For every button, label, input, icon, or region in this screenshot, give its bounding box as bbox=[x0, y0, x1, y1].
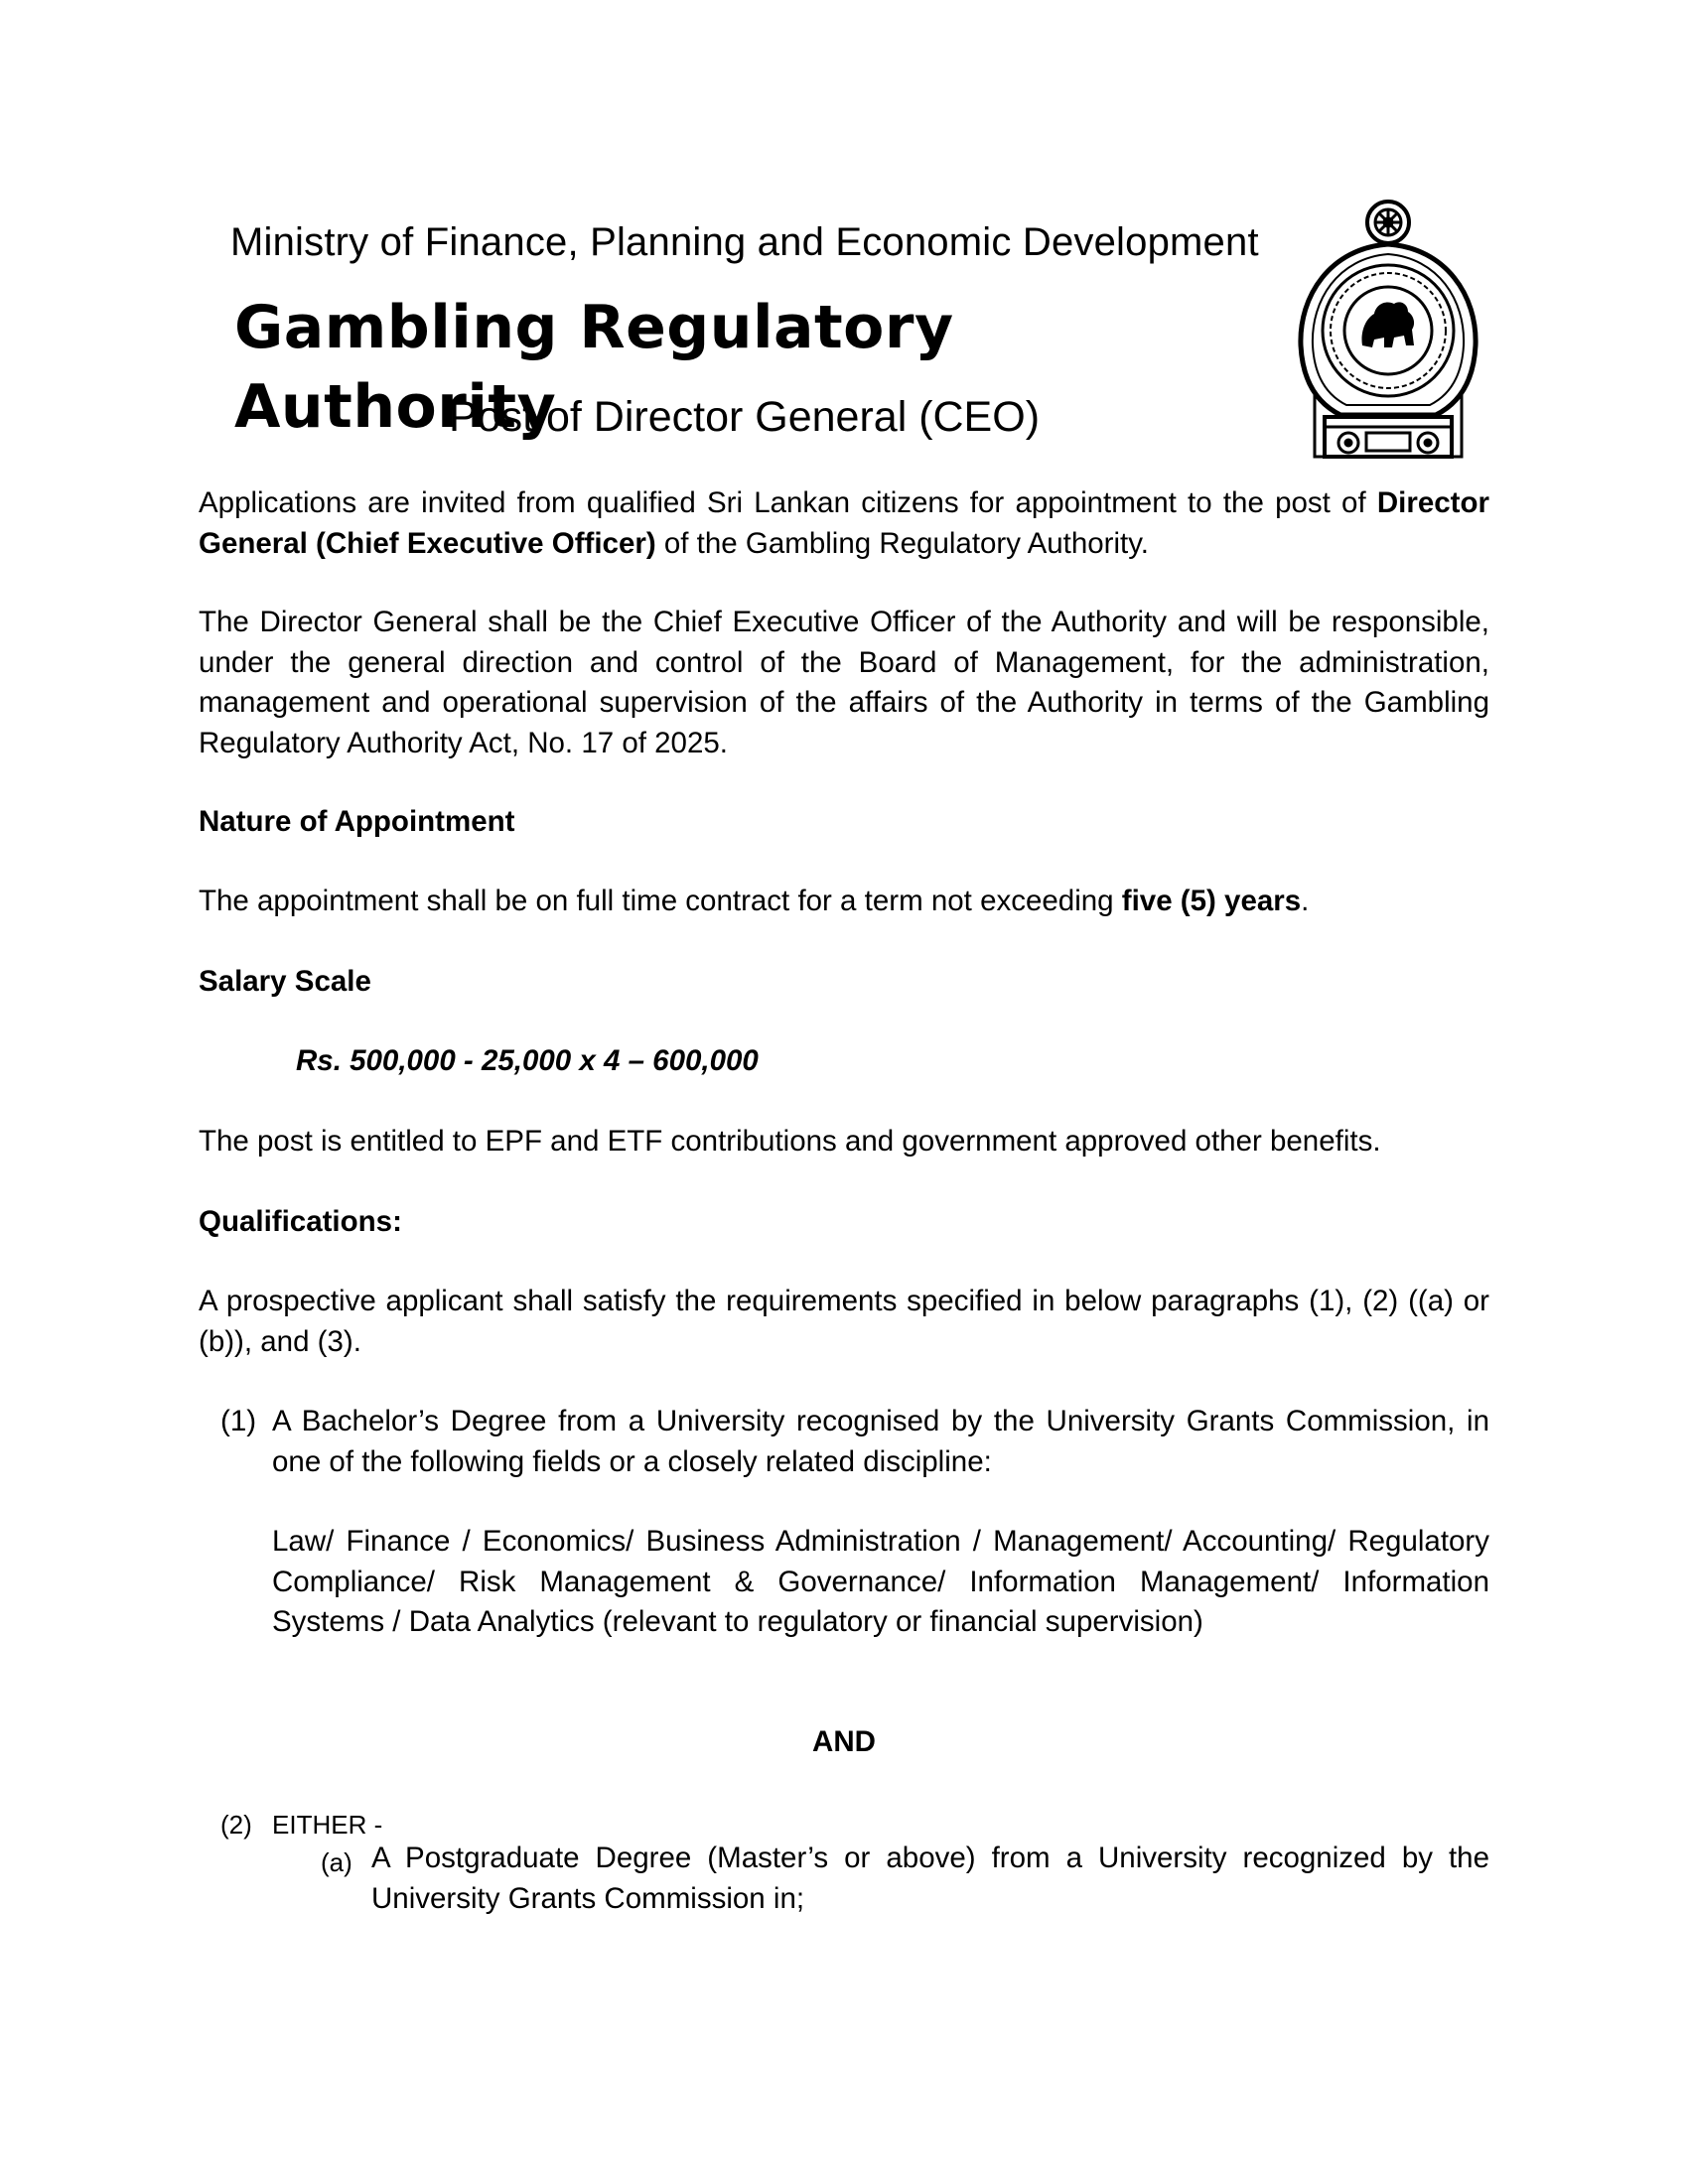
intro-text-part1: Applications are invited from qualified Sri Lankan citizens for appointment to the post of bbox=[199, 486, 1377, 519]
post-title: Post of Director General (CEO) bbox=[449, 393, 1041, 441]
benefits-text: The post is entitled to EPF and ETF contributions and government approved other benefits. bbox=[199, 1125, 1381, 1158]
item2-number: (2) bbox=[220, 1810, 252, 1840]
nature-text: The appointment shall be on full time contract for a term not exceeding bbox=[199, 885, 1122, 917]
item1-number: (1) bbox=[220, 1405, 257, 1437]
item1-fields: Law/ Finance / Economics/ Business Administration / Management/ Accounting/ Regulatory Compliance/ Risk Management & Governance/ Information Management/ Information Systems / Data Analytics (relevant to regulatory or financial supervision) bbox=[272, 1525, 1489, 1638]
salary-heading: Salary Scale bbox=[199, 965, 371, 998]
authority-title: Gambling Regulatory Authority bbox=[234, 293, 954, 442]
item1-text: A Bachelor’s Degree from a University recognised by the University Grants Commission, in one of the following fields or a closely related discipline: bbox=[272, 1405, 1489, 1478]
and-separator: AND bbox=[812, 1725, 876, 1758]
post-name-bold: Director General (Chief Executive Officer) bbox=[199, 486, 1489, 560]
item2a-text: A Postgraduate Degree (Master’s or above) from a University recognized by the University Grants Commission in; bbox=[371, 1842, 1489, 1915]
item2-text: EITHER - bbox=[272, 1810, 383, 1840]
item2a-number: (a) bbox=[321, 1847, 352, 1877]
ministry-name: Ministry of Finance, Planning and Economic Development bbox=[230, 220, 1259, 264]
nature-text-end: . bbox=[1301, 885, 1310, 917]
term-bold: five (5) years bbox=[1121, 885, 1302, 917]
salary-scale: Rs. 500,000 - 25,000 x 4 – 600,000 bbox=[296, 1044, 759, 1077]
qualifications-intro: A prospective applicant shall satisfy the requirements specified in below paragraphs (1), (2) ((a) or (b)), and (3). bbox=[199, 1285, 1489, 1358]
description-paragraph: The Director General shall be the Chief Executive Officer of the Authority and will be responsible, under the general direction and control of the Board of Management, for the administration, management and operational supervision of the affairs of the Authority in terms of the Gambling Regulatory Authority Act, No. 17 of 2025. bbox=[199, 606, 1489, 759]
national-emblem-icon bbox=[1291, 197, 1485, 461]
qualifications-heading: Qualifications: bbox=[199, 1205, 402, 1238]
nature-paragraph bbox=[199, 882, 1489, 922]
intro-paragraph bbox=[199, 483, 1489, 564]
intro-text-part2: of the Gambling Regulatory Authority. bbox=[655, 526, 1149, 560]
nature-heading: Nature of Appointment bbox=[199, 805, 515, 838]
